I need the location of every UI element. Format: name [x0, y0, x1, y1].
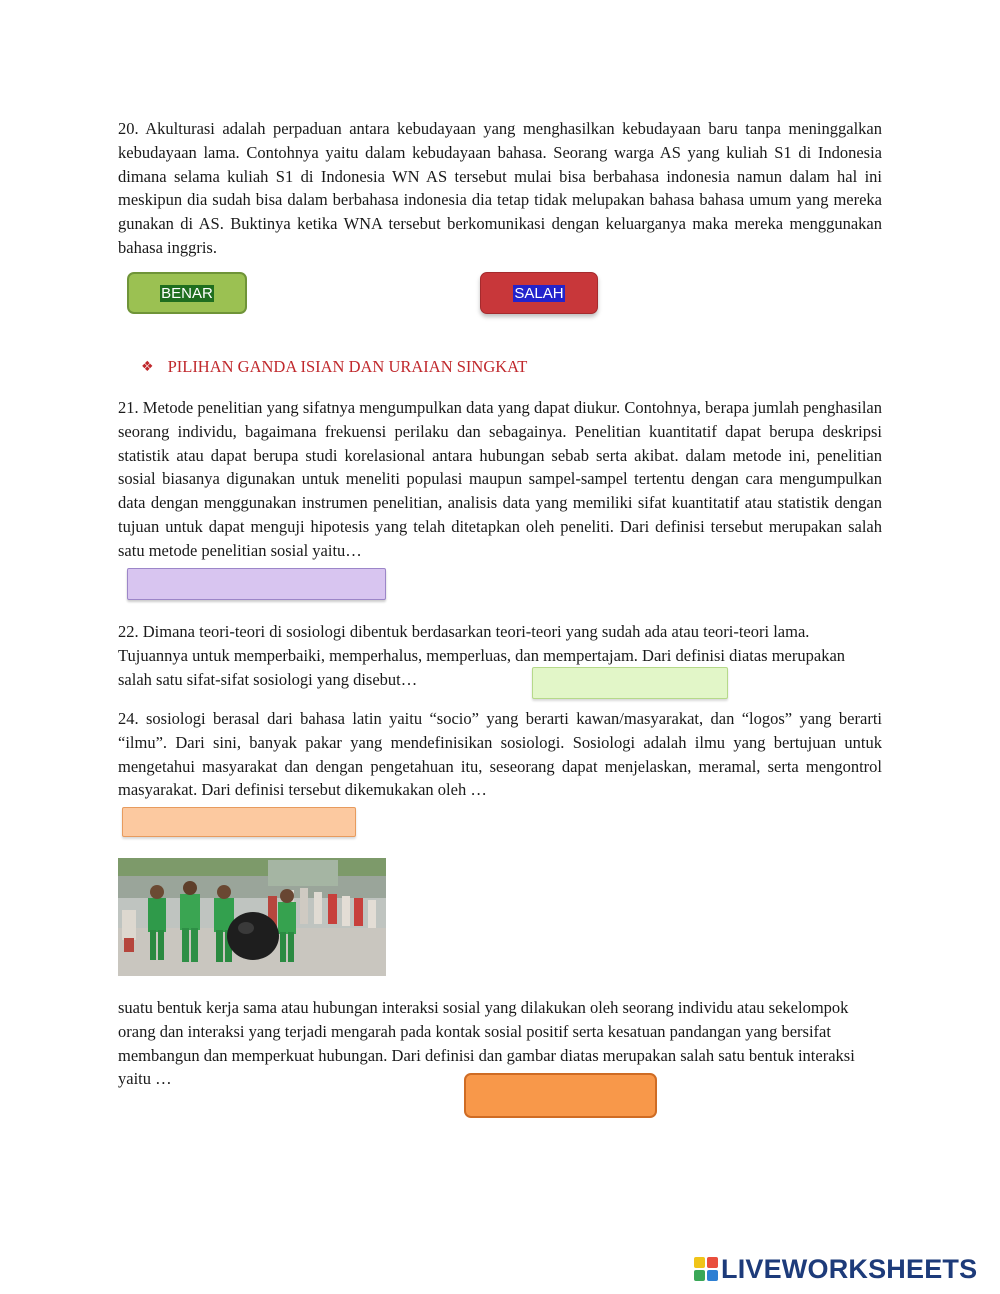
section-heading — [141, 357, 527, 377]
answer-field-21[interactable] — [127, 568, 386, 600]
salah-button-label: SALAH — [514, 284, 564, 302]
question-22-text: 22. Dimana teori-teori di sosiologi dibentuk berdasarkan teori-teori yang sudah ada atau teori-teori lama. Tujuannya untuk memperbaiki, memperhalus, memperluas, dan mempertajam. Dari definisi diatas merupakan salah satu sifat-sifat sosiologi yang disebut… — [118, 622, 846, 689]
question-20-text: 20. Akulturasi adalah perpaduan antara kebudayaan yang menghasilkan kebudayaan baru tanpa meninggalkan kebudayaan lama. Contohnya yaitu dalam kebudayaan bahasa. Seorang warga AS yang kuliah S1 di Indonesia dimana selama kuliah S1 di Indonesia WN AS tersebut mulai bisa berbahasa indonesia namun dalam hal ini meskipun dia sudah bisa dalam berbahasa indonesia dia tetap tidak melupakan bahasa bahasa umum yang mereka gunakan di AS. Buktinya ketika WNA tersebut berkomunikasi dengan keluarganya maka mereka menggunakan bahasa inggris. — [118, 119, 882, 257]
students-cooperation-photo — [118, 858, 386, 976]
brand-name: LIVEWORKSHEETS — [721, 1253, 978, 1284]
section-title: PILIHAN GANDA ISIAN DAN URAIAN SINGKAT — [167, 357, 528, 376]
diamond-bullet-icon: ❖ — [141, 359, 154, 375]
answer-field-25[interactable] — [464, 1073, 657, 1118]
answer-field-22[interactable] — [532, 667, 728, 699]
liveworksheets-logo — [694, 1254, 977, 1284]
question-25-text: suatu bentuk kerja sama atau hubungan interaksi sosial yang dilakukan oleh seorang individu atau sekelompok orang dan interaksi yang terjadi mengarah pada kontak sosial positif serta kesatuan pandangan yang bersifat membangun dan memperkuat hubungan. Dari definisi dan gambar diatas merupakan salah satu bentuk interaksi yaitu … — [118, 998, 855, 1089]
question-24-text: 24. sosiologi berasal dari bahasa latin yaitu “socio” yang berarti kawan/masyarakat, dan “logos” yang berarti “ilmu”. Dari sini, banyak pakar yang mendefinisikan sosiologi. Sosiologi adalah ilmu yang bertujuan untuk mengetahui masyarakat dan dengan pengetahuan itu, seseorang dapat menjelaskan, meramal, serta mengontrol masyarakat. Dari definisi tersebut dikemukakan oleh … — [118, 709, 882, 800]
salah-button[interactable] — [480, 272, 598, 314]
benar-button[interactable] — [127, 272, 247, 314]
benar-button-label: BENAR — [161, 284, 213, 302]
logo-squares-icon — [694, 1257, 718, 1281]
question-21-text: 21. Metode penelitian yang sifatnya mengumpulkan data yang dapat diukur. Contohnya, berapa jumlah penghasilan seorang individu, bagaimana frekuensi perilaku dan sebagainya. Penelitian kuantitatif dapat berupa deskripsi statistik atau dapat berupa studi korelasional antara hubungan sebab serta akibat. dalam metode ini, penelitian sosial biasanya digunakan untuk meneliti populasi maupun sampel-sampel tertentu dengan cara mengumpulkan data dengan menggunakan instrumen penelitian, analisis data yang memiliki sifat kuantitatif atau statistik dengan tujuan untuk dapat menguji hipotesis yang telah ditetapkan oleh peneliti. Dari definisi tersebut merupakan salah satu metode penelitian sosial yaitu… — [118, 398, 882, 560]
answer-field-24[interactable] — [122, 807, 356, 837]
